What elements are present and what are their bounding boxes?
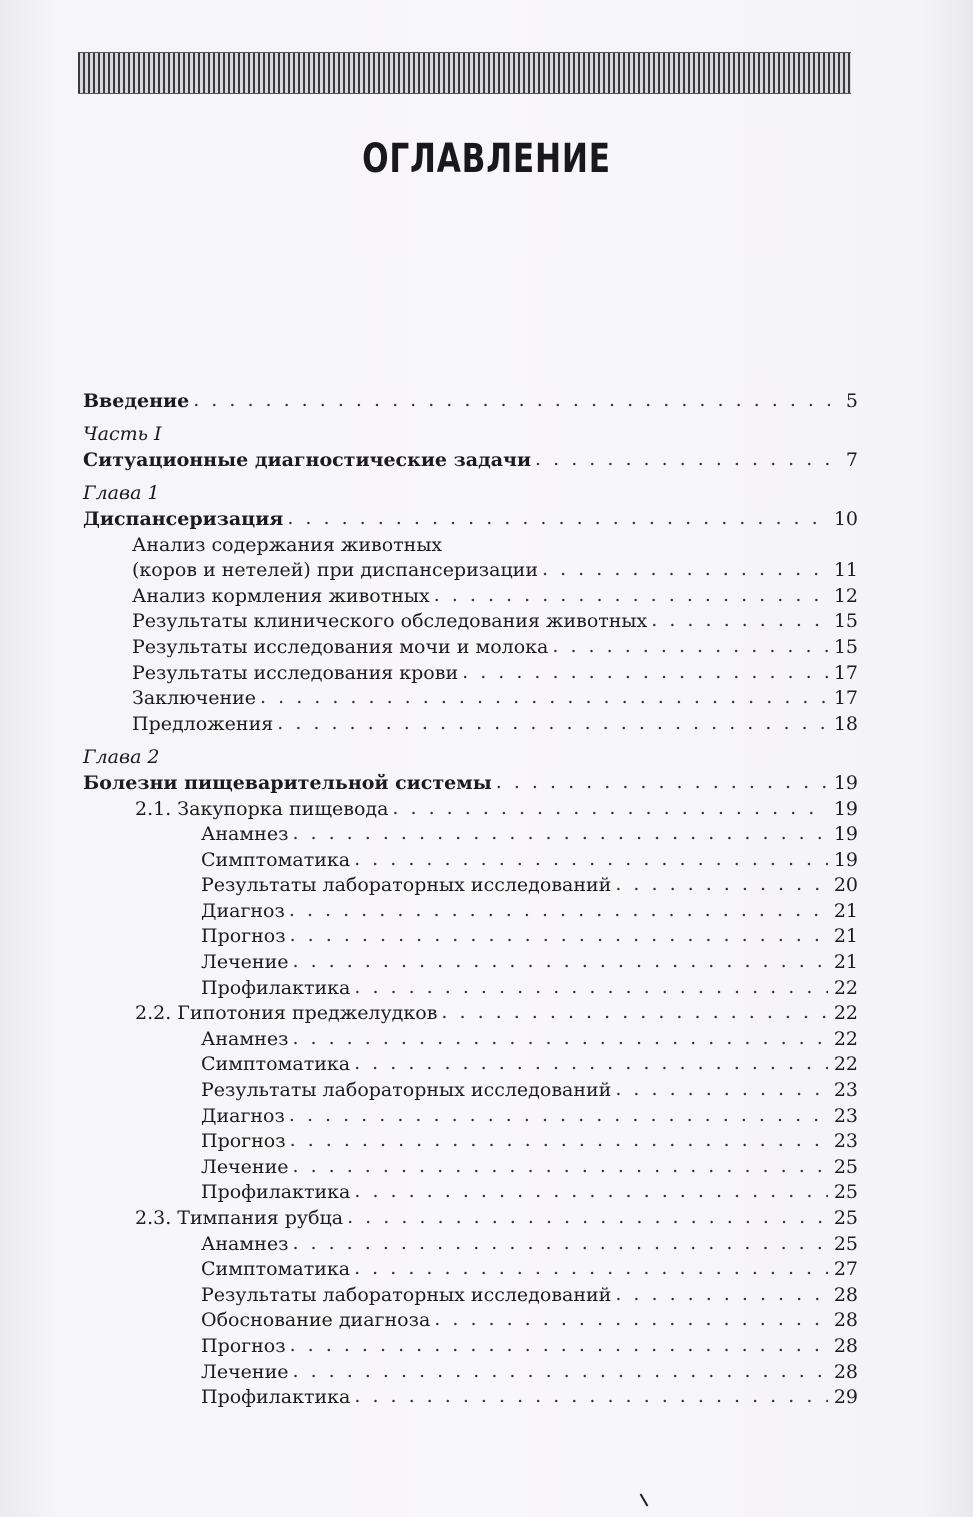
toc-page-number: 19: [833, 848, 858, 871]
toc-entry: [83, 1280, 858, 1306]
toc-leader-dots: [354, 1385, 827, 1407]
toc-page-number: 15: [833, 610, 858, 633]
toc-leader-dots: [193, 389, 830, 411]
toc-page-number: 28: [833, 1309, 858, 1332]
toc-entry-label: (коров и нетелей) при диспансеризации: [132, 559, 538, 582]
toc-entry: [83, 607, 858, 633]
toc-entry-label: Анамнез: [201, 823, 289, 846]
toc-entry-label: Результаты исследования мочи и молока: [132, 635, 549, 658]
toc-entry-label: Введение: [83, 389, 190, 412]
toc-leader-dots: [615, 873, 827, 895]
toc-page-number: 28: [833, 1360, 858, 1383]
toc-entry: [83, 1024, 858, 1050]
toc-entry: [83, 871, 858, 897]
toc-entry-label: Профилактика: [201, 1386, 351, 1409]
toc-entry-intro: [83, 386, 858, 412]
toc-entry-chapter1: [83, 504, 858, 530]
toc-entry-label: Диагноз: [201, 1104, 285, 1127]
toc-leader-dots: [260, 686, 828, 708]
toc-leader-dots: [290, 924, 828, 946]
toc-entry-label: Лечение: [201, 1360, 289, 1383]
toc-entry-label: 2.3. Тимпания рубца: [135, 1207, 344, 1229]
toc-entry: [83, 632, 858, 658]
toc-leader-dots: [434, 584, 828, 606]
toc-page-number: 19: [833, 797, 858, 820]
toc-leader-dots: [354, 848, 828, 870]
toc-leader-dots: [434, 1308, 828, 1330]
toc-entry-label: Профилактика: [201, 976, 351, 999]
part-heading: Часть I: [83, 423, 162, 446]
toc-entry-label: Предложения: [132, 712, 274, 735]
toc-page-number: 25: [833, 1232, 858, 1255]
toc-leader-dots: [496, 771, 828, 793]
toc-entry-label: 2.1. Закупорка пищевода: [135, 797, 389, 820]
toc-entry: [83, 1306, 858, 1332]
toc-leader-dots: [392, 797, 827, 819]
toc-page-number: 17: [833, 661, 858, 684]
toc-entry: [83, 1152, 858, 1178]
toc-page-number: 22: [833, 1002, 858, 1025]
toc-page-number: 29: [833, 1386, 858, 1409]
toc-page-number: 19: [833, 823, 858, 846]
toc-entry-label: Диагноз: [201, 899, 285, 922]
toc-entry-label: Симптоматика: [201, 848, 351, 871]
toc-leader-dots: [354, 1180, 827, 1202]
toc-leader-dots: [462, 661, 828, 683]
toc-entry-label: Лечение: [201, 1155, 289, 1178]
toc-page-number: 28: [833, 1334, 858, 1357]
toc-page-number: 25: [833, 1181, 858, 1204]
toc-entry-label: Ситуационные диагностические задачи: [83, 448, 532, 471]
toc-entry: [83, 709, 858, 735]
toc-page-number: 27: [833, 1258, 858, 1281]
toc-page-number: 23: [833, 1079, 858, 1102]
toc-page-number: 11: [833, 559, 858, 582]
toc-leader-dots: [615, 1283, 827, 1305]
toc-leader-dots: [615, 1078, 827, 1100]
toc-entry-label: Анализ кормления животных: [132, 584, 430, 607]
toc-entry-label: Результаты клинического обследования животных: [132, 610, 648, 633]
toc-page-number: 23: [833, 1130, 858, 1153]
toc-page-number: 15: [833, 635, 858, 658]
toc-page-number: 18: [833, 712, 858, 735]
toc-entry-label: Анамнез: [201, 1027, 289, 1050]
toc-entry-label: Результаты лабораторных исследований: [201, 874, 612, 897]
toc-leader-dots: [292, 822, 827, 844]
toc-entry-label: Симптоматика: [201, 1258, 351, 1281]
toc-leader-dots: [354, 1257, 828, 1279]
toc-entry-label: Результаты лабораторных исследований: [201, 1283, 612, 1306]
toc-leader-dots: [277, 712, 828, 734]
toc-entry-label: Лечение: [201, 951, 289, 974]
toc-page-number: 10: [833, 507, 858, 530]
toc-entry: [83, 845, 858, 871]
toc-entry-part1: [83, 445, 858, 471]
toc-leader-dots: [441, 1001, 827, 1023]
toc-entry: [83, 581, 858, 607]
toc-entry: [83, 1050, 858, 1076]
toc-page-number: 20: [833, 874, 858, 897]
table-of-contents: [83, 386, 858, 1408]
chapter-heading: Глава 1: [83, 482, 160, 505]
toc-entry-label-line1: Анализ содержания животных: [132, 533, 443, 556]
toc-entry-label: Анамнез: [201, 1232, 289, 1255]
toc-entry: [83, 1383, 858, 1409]
toc-leader-dots: [354, 976, 827, 998]
toc-leader-dots: [552, 635, 827, 657]
toc-leader-dots: [535, 448, 830, 470]
toc-entry: [83, 1357, 858, 1383]
toc-leader-dots: [347, 1206, 828, 1228]
toc-page-number: 21: [833, 925, 858, 948]
toc-entry-label: Результаты исследования крови: [132, 661, 459, 684]
toc-page-number: 28: [833, 1283, 858, 1306]
toc-leader-dots: [289, 899, 828, 921]
toc-leader-dots: [542, 558, 828, 580]
toc-leader-dots: [292, 1027, 827, 1049]
toc-leader-dots: [651, 609, 828, 631]
toc-entry-chapter2: [83, 768, 858, 794]
toc-page-number: 21: [833, 899, 858, 922]
toc-leader-dots: [292, 1360, 827, 1382]
toc-entry: [83, 1075, 858, 1101]
toc-entry: [83, 1101, 858, 1127]
toc-page-number: 25: [833, 1155, 858, 1178]
toc-entry-label: Прогноз: [201, 925, 286, 948]
toc-entry: [83, 1127, 858, 1153]
toc-leader-dots: [292, 1155, 827, 1177]
scan-mark: [640, 1493, 649, 1506]
toc-leader-dots: [290, 1334, 828, 1356]
toc-entry: [83, 1229, 858, 1255]
toc-entry-label: Результаты лабораторных исследований: [201, 1079, 612, 1102]
toc-entry-label: Обоснование диагноза: [201, 1309, 431, 1332]
toc-leader-dots: [292, 1232, 827, 1254]
toc-leader-dots: [289, 1104, 828, 1126]
toc-leader-dots: [287, 507, 827, 529]
toc-page-number: 23: [833, 1104, 858, 1127]
toc-entry: [83, 684, 858, 710]
toc-leader-dots: [292, 950, 827, 972]
toc-entry-label: Профилактика: [201, 1181, 351, 1204]
toc-page-number: 5: [845, 389, 858, 412]
toc-entry: [83, 1331, 858, 1357]
toc-leader-dots: [290, 1129, 828, 1151]
toc-entry-label: Диспансеризация: [83, 507, 284, 530]
toc-entry: [83, 658, 858, 684]
toc-entry: [83, 947, 858, 973]
toc-page-number: 12: [833, 584, 858, 607]
toc-entry-label: 2.2. Гипотония преджелудков: [135, 1002, 438, 1025]
toc-page-number: 22: [833, 1027, 858, 1050]
toc-page-number: 25: [833, 1207, 858, 1229]
toc-entry-label: Заключение: [132, 687, 257, 710]
toc-entry: [83, 896, 858, 922]
page-title: ОГЛАВЛЕНИЕ: [362, 136, 611, 182]
toc-entry-label: Прогноз: [201, 1334, 286, 1357]
toc-page-number: 19: [833, 771, 858, 794]
toc-page-number: 7: [845, 448, 858, 471]
toc-page-number: 17: [833, 687, 858, 710]
toc-entry-label: Болезни пищеварительной системы: [83, 771, 492, 794]
toc-section: [83, 794, 858, 820]
toc-page-number: 22: [833, 976, 858, 999]
toc-entry: [83, 922, 858, 948]
toc-entry: [83, 820, 858, 846]
chapter-heading: Глава 2: [83, 746, 160, 769]
toc-entry: [83, 1178, 858, 1204]
toc-section: [83, 1203, 858, 1229]
toc-entry: [83, 973, 858, 999]
toc-entry-label: Прогноз: [201, 1130, 286, 1153]
toc-page-number: 21: [833, 951, 858, 974]
toc-entry-label: Симптоматика: [201, 1053, 351, 1076]
toc-page-number: 22: [833, 1053, 858, 1076]
toc-section: [83, 999, 858, 1025]
toc-entry: [83, 556, 858, 582]
toc-entry: [83, 1255, 858, 1281]
decorative-header-bar: [78, 52, 851, 94]
toc-leader-dots: [354, 1052, 828, 1074]
